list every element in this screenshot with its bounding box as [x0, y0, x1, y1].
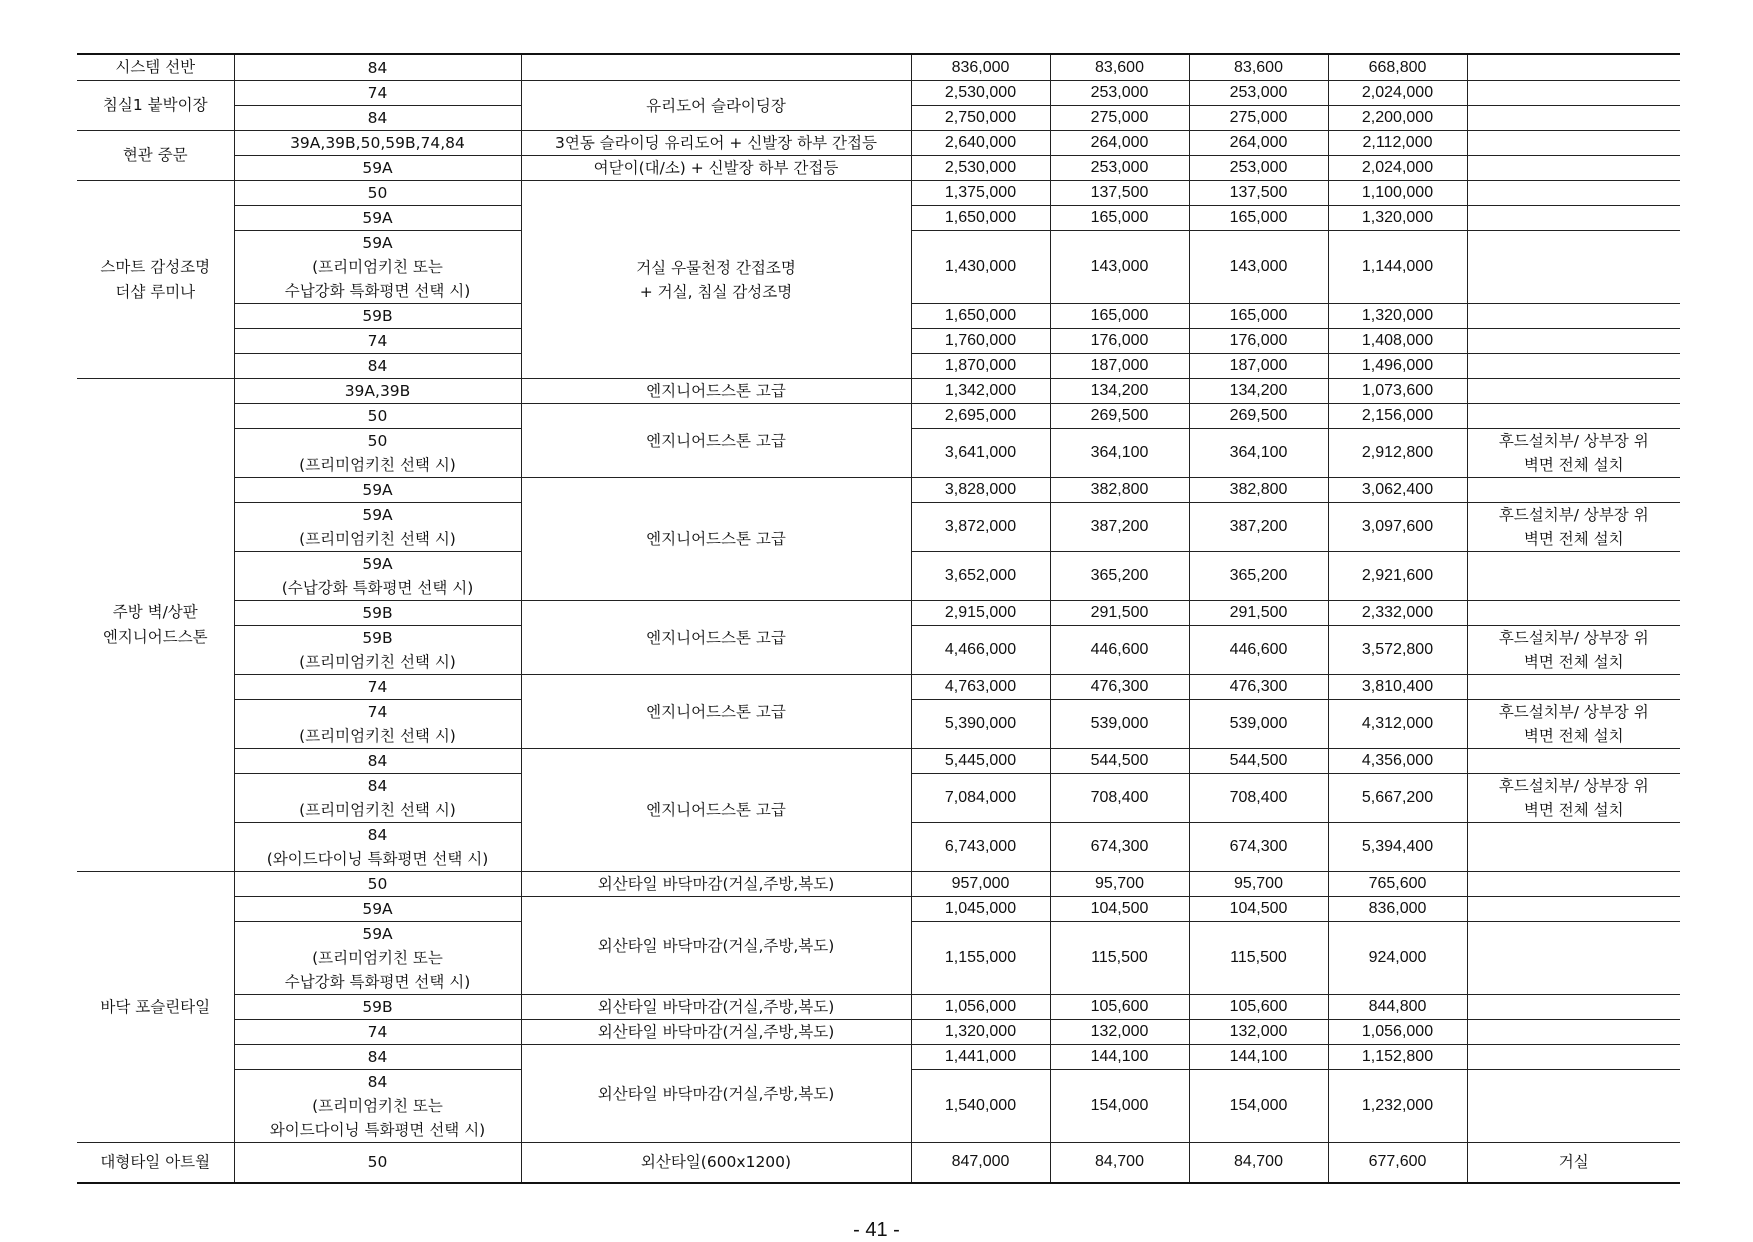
unit-type-cell: 59A (수납강화 특화평면 선택 시) — [234, 552, 521, 601]
unit-type-cell: 59A (프리미엄키친 선택 시) — [234, 503, 521, 552]
price-cell: 154,000 — [1189, 1070, 1328, 1143]
price-cell: 269,500 — [1189, 404, 1328, 429]
price-cell: 539,000 — [1050, 700, 1189, 749]
price-cell: 539,000 — [1189, 700, 1328, 749]
price-cell: 165,000 — [1189, 304, 1328, 329]
price-cell: 275,000 — [1050, 106, 1189, 131]
price-cell: 115,500 — [1050, 922, 1189, 995]
price-cell: 2,112,000 — [1328, 131, 1467, 156]
spec-cell: 엔지니어드스톤 고급 — [521, 478, 911, 601]
unit-type-cell: 39A,39B — [234, 379, 521, 404]
price-cell: 187,000 — [1050, 354, 1189, 379]
table-row — [77, 156, 1680, 181]
unit-type-cell: 84 — [234, 1045, 521, 1070]
unit-type-cell: 84 (와이드다이닝 특화평면 선택 시) — [234, 823, 521, 872]
price-cell: 104,500 — [1050, 897, 1189, 922]
unit-type-cell: 84 (프리미엄키친 또는 와이드다이닝 특화평면 선택 시) — [234, 1070, 521, 1143]
price-cell: 1,152,800 — [1328, 1045, 1467, 1070]
unit-type-cell: 50 — [234, 1143, 521, 1183]
price-cell: 1,496,000 — [1328, 354, 1467, 379]
price-cell: 1,441,000 — [911, 1045, 1050, 1070]
spec-cell: 3연동 슬라이딩 유리도어 + 신발장 하부 간접등 — [521, 131, 911, 156]
remark-cell — [1467, 995, 1680, 1020]
price-cell: 2,640,000 — [911, 131, 1050, 156]
price-cell: 1,650,000 — [911, 206, 1050, 231]
price-cell: 143,000 — [1050, 231, 1189, 304]
price-cell: 144,100 — [1050, 1045, 1189, 1070]
price-cell: 275,000 — [1189, 106, 1328, 131]
spec-cell: 외산타일(600x1200) — [521, 1143, 911, 1183]
remark-cell — [1467, 329, 1680, 354]
price-cell: 1,320,000 — [1328, 206, 1467, 231]
price-cell: 1,045,000 — [911, 897, 1050, 922]
price-cell: 1,320,000 — [1328, 304, 1467, 329]
price-cell: 253,000 — [1189, 81, 1328, 106]
unit-type-cell: 59B (프리미엄키친 선택 시) — [234, 626, 521, 675]
spec-cell: 유리도어 슬라이딩장 — [521, 81, 911, 131]
remark-cell — [1467, 601, 1680, 626]
price-cell: 476,300 — [1050, 675, 1189, 700]
unit-type-cell: 74 — [234, 675, 521, 700]
unit-type-cell: 59A — [234, 478, 521, 503]
price-cell: 2,024,000 — [1328, 81, 1467, 106]
unit-type-cell: 84 — [234, 749, 521, 774]
price-cell: 3,062,400 — [1328, 478, 1467, 503]
remark-cell — [1467, 404, 1680, 429]
price-cell: 1,155,000 — [911, 922, 1050, 995]
price-cell: 1,760,000 — [911, 329, 1050, 354]
price-cell: 137,500 — [1189, 181, 1328, 206]
remark-cell — [1467, 304, 1680, 329]
option-price-table — [77, 53, 1680, 1184]
price-cell: 1,375,000 — [911, 181, 1050, 206]
unit-type-cell: 59B — [234, 601, 521, 626]
price-cell: 7,084,000 — [911, 774, 1050, 823]
spec-cell — [521, 54, 911, 81]
item-name-cell: 바닥 포슬린타일 — [77, 872, 234, 1143]
price-cell: 382,800 — [1189, 478, 1328, 503]
price-cell: 165,000 — [1050, 304, 1189, 329]
price-cell: 132,000 — [1189, 1020, 1328, 1045]
price-cell: 84,700 — [1189, 1143, 1328, 1183]
unit-type-cell: 59B — [234, 304, 521, 329]
table-row — [77, 181, 1680, 206]
item-name-cell: 침실1 붙박이장 — [77, 81, 234, 131]
remark-cell — [1467, 552, 1680, 601]
price-cell: 364,100 — [1050, 429, 1189, 478]
remark-cell — [1467, 131, 1680, 156]
price-cell: 668,800 — [1328, 54, 1467, 81]
remark-cell — [1467, 54, 1680, 81]
price-cell: 176,000 — [1189, 329, 1328, 354]
price-cell: 5,445,000 — [911, 749, 1050, 774]
price-cell: 1,408,000 — [1328, 329, 1467, 354]
price-cell: 4,312,000 — [1328, 700, 1467, 749]
price-cell: 253,000 — [1189, 156, 1328, 181]
price-cell: 1,144,000 — [1328, 231, 1467, 304]
price-cell: 5,667,200 — [1328, 774, 1467, 823]
price-cell: 957,000 — [911, 872, 1050, 897]
remark-cell — [1467, 206, 1680, 231]
table-row — [77, 995, 1680, 1020]
unit-type-cell: 59A (프리미엄키친 또는 수납강화 특화평면 선택 시) — [234, 922, 521, 995]
remark-cell — [1467, 231, 1680, 304]
price-cell: 95,700 — [1050, 872, 1189, 897]
price-cell: 137,500 — [1050, 181, 1189, 206]
spec-cell: 외산타일 바닥마감(거실,주방,복도) — [521, 897, 911, 995]
unit-type-cell: 84 (프리미엄키친 선택 시) — [234, 774, 521, 823]
price-cell: 95,700 — [1189, 872, 1328, 897]
table-row — [77, 81, 1680, 106]
unit-type-cell: 50 — [234, 181, 521, 206]
spec-cell: 외산타일 바닥마감(거실,주방,복도) — [521, 1020, 911, 1045]
price-cell: 2,912,800 — [1328, 429, 1467, 478]
price-cell: 154,000 — [1050, 1070, 1189, 1143]
remark-cell — [1467, 897, 1680, 922]
price-cell: 708,400 — [1189, 774, 1328, 823]
table-row — [77, 478, 1680, 503]
price-cell: 674,300 — [1050, 823, 1189, 872]
price-cell: 1,056,000 — [911, 995, 1050, 1020]
item-name-cell: 대형타일 아트월 — [77, 1143, 234, 1183]
price-cell: 387,200 — [1189, 503, 1328, 552]
remark-cell — [1467, 478, 1680, 503]
remark-cell — [1467, 1020, 1680, 1045]
price-cell: 4,763,000 — [911, 675, 1050, 700]
unit-type-cell: 74 (프리미엄키친 선택 시) — [234, 700, 521, 749]
price-cell: 476,300 — [1189, 675, 1328, 700]
table-row — [77, 749, 1680, 774]
spec-cell: 외산타일 바닥마감(거실,주방,복도) — [521, 995, 911, 1020]
price-cell: 836,000 — [911, 54, 1050, 81]
remark-cell: 후드설치부/ 상부장 위 벽면 전체 설치 — [1467, 429, 1680, 478]
unit-type-cell: 59A — [234, 206, 521, 231]
remark-cell — [1467, 823, 1680, 872]
price-cell: 1,870,000 — [911, 354, 1050, 379]
price-cell: 105,600 — [1189, 995, 1328, 1020]
price-cell: 143,000 — [1189, 231, 1328, 304]
price-cell: 2,921,600 — [1328, 552, 1467, 601]
unit-type-cell: 59B — [234, 995, 521, 1020]
table-row — [77, 131, 1680, 156]
remark-cell: 후드설치부/ 상부장 위 벽면 전체 설치 — [1467, 503, 1680, 552]
price-cell: 3,872,000 — [911, 503, 1050, 552]
price-cell: 264,000 — [1050, 131, 1189, 156]
price-cell: 708,400 — [1050, 774, 1189, 823]
price-cell: 446,600 — [1050, 626, 1189, 675]
price-cell: 1,342,000 — [911, 379, 1050, 404]
remark-cell — [1467, 749, 1680, 774]
table-row — [77, 1045, 1680, 1070]
spec-cell: 엔지니어드스톤 고급 — [521, 675, 911, 749]
price-cell: 84,700 — [1050, 1143, 1189, 1183]
price-cell: 446,600 — [1189, 626, 1328, 675]
price-cell: 674,300 — [1189, 823, 1328, 872]
remark-cell — [1467, 379, 1680, 404]
price-cell: 387,200 — [1050, 503, 1189, 552]
price-cell: 83,600 — [1050, 54, 1189, 81]
unit-type-cell: 74 — [234, 81, 521, 106]
price-cell: 291,500 — [1050, 601, 1189, 626]
price-cell: 844,800 — [1328, 995, 1467, 1020]
remark-cell — [1467, 156, 1680, 181]
spec-cell: 엔지니어드스톤 고급 — [521, 601, 911, 675]
price-cell: 364,100 — [1189, 429, 1328, 478]
price-cell: 264,000 — [1189, 131, 1328, 156]
table-row — [77, 872, 1680, 897]
table-row — [77, 1143, 1680, 1183]
price-cell: 924,000 — [1328, 922, 1467, 995]
unit-type-cell: 50 — [234, 872, 521, 897]
remark-cell — [1467, 675, 1680, 700]
remark-cell — [1467, 1070, 1680, 1143]
price-cell: 677,600 — [1328, 1143, 1467, 1183]
price-cell: 3,572,800 — [1328, 626, 1467, 675]
table-row — [77, 404, 1680, 429]
price-cell: 187,000 — [1189, 354, 1328, 379]
remark-cell — [1467, 872, 1680, 897]
price-cell: 3,097,600 — [1328, 503, 1467, 552]
remark-cell — [1467, 354, 1680, 379]
price-cell: 1,540,000 — [911, 1070, 1050, 1143]
table-row — [77, 601, 1680, 626]
remark-cell: 거실 — [1467, 1143, 1680, 1183]
price-cell: 1,073,600 — [1328, 379, 1467, 404]
spec-cell: 거실 우물천정 간접조명 + 거실, 침실 감성조명 — [521, 181, 911, 379]
price-cell: 5,394,400 — [1328, 823, 1467, 872]
price-cell: 1,320,000 — [911, 1020, 1050, 1045]
price-cell: 165,000 — [1050, 206, 1189, 231]
price-cell: 544,500 — [1050, 749, 1189, 774]
price-cell: 4,356,000 — [1328, 749, 1467, 774]
unit-type-cell: 59A — [234, 897, 521, 922]
spec-cell: 외산타일 바닥마감(거실,주방,복도) — [521, 1045, 911, 1143]
table-row — [77, 675, 1680, 700]
price-cell: 291,500 — [1189, 601, 1328, 626]
price-cell: 836,000 — [1328, 897, 1467, 922]
price-cell: 3,641,000 — [911, 429, 1050, 478]
price-cell: 104,500 — [1189, 897, 1328, 922]
unit-type-cell: 74 — [234, 329, 521, 354]
price-cell: 382,800 — [1050, 478, 1189, 503]
price-cell: 3,652,000 — [911, 552, 1050, 601]
price-cell: 2,200,000 — [1328, 106, 1467, 131]
unit-type-cell: 50 — [234, 404, 521, 429]
page-number: - 41 - — [853, 1219, 900, 1241]
remark-cell: 후드설치부/ 상부장 위 벽면 전체 설치 — [1467, 700, 1680, 749]
price-cell: 83,600 — [1189, 54, 1328, 81]
table-row — [77, 1020, 1680, 1045]
price-cell: 2,695,000 — [911, 404, 1050, 429]
price-cell: 2,332,000 — [1328, 601, 1467, 626]
price-cell: 2,530,000 — [911, 81, 1050, 106]
remark-cell — [1467, 81, 1680, 106]
price-cell: 6,743,000 — [911, 823, 1050, 872]
price-cell: 365,200 — [1189, 552, 1328, 601]
price-cell: 3,828,000 — [911, 478, 1050, 503]
price-cell: 1,650,000 — [911, 304, 1050, 329]
price-cell: 115,500 — [1189, 922, 1328, 995]
item-name-cell: 스마트 감성조명 더샵 루미나 — [77, 181, 234, 379]
price-cell: 847,000 — [911, 1143, 1050, 1183]
price-cell: 105,600 — [1050, 995, 1189, 1020]
price-cell: 4,466,000 — [911, 626, 1050, 675]
price-cell: 144,100 — [1189, 1045, 1328, 1070]
price-cell: 269,500 — [1050, 404, 1189, 429]
item-name-cell: 주방 벽/상판 엔지니어드스톤 — [77, 379, 234, 872]
price-cell: 2,024,000 — [1328, 156, 1467, 181]
price-cell: 544,500 — [1189, 749, 1328, 774]
table-row — [77, 379, 1680, 404]
spec-cell: 엔지니어드스톤 고급 — [521, 749, 911, 872]
unit-type-cell: 84 — [234, 54, 521, 81]
price-cell: 2,915,000 — [911, 601, 1050, 626]
unit-type-cell: 74 — [234, 1020, 521, 1045]
unit-type-cell: 84 — [234, 106, 521, 131]
price-cell: 132,000 — [1050, 1020, 1189, 1045]
price-cell: 1,100,000 — [1328, 181, 1467, 206]
unit-type-cell: 39A,39B,50,59B,74,84 — [234, 131, 521, 156]
unit-type-cell: 59A — [234, 156, 521, 181]
price-cell: 2,750,000 — [911, 106, 1050, 131]
remark-cell — [1467, 922, 1680, 995]
remark-cell — [1467, 106, 1680, 131]
spec-cell: 외산타일 바닥마감(거실,주방,복도) — [521, 872, 911, 897]
price-cell: 134,200 — [1189, 379, 1328, 404]
table-row — [77, 897, 1680, 922]
price-cell: 3,810,400 — [1328, 675, 1467, 700]
spec-cell: 여닫이(대/소) + 신발장 하부 간접등 — [521, 156, 911, 181]
price-cell: 5,390,000 — [911, 700, 1050, 749]
price-cell: 1,056,000 — [1328, 1020, 1467, 1045]
item-name-cell: 현관 중문 — [77, 131, 234, 181]
unit-type-cell: 50 (프리미엄키친 선택 시) — [234, 429, 521, 478]
price-cell: 765,600 — [1328, 872, 1467, 897]
price-cell: 165,000 — [1189, 206, 1328, 231]
price-cell: 2,156,000 — [1328, 404, 1467, 429]
price-cell: 1,430,000 — [911, 231, 1050, 304]
spec-cell: 엔지니어드스톤 고급 — [521, 379, 911, 404]
price-cell: 365,200 — [1050, 552, 1189, 601]
price-cell: 253,000 — [1050, 156, 1189, 181]
spec-cell: 엔지니어드스톤 고급 — [521, 404, 911, 478]
price-cell: 1,232,000 — [1328, 1070, 1467, 1143]
price-cell: 253,000 — [1050, 81, 1189, 106]
remark-cell — [1467, 181, 1680, 206]
remark-cell — [1467, 1045, 1680, 1070]
unit-type-cell: 59A (프리미엄키친 또는 수납강화 특화평면 선택 시) — [234, 231, 521, 304]
table-row — [77, 54, 1680, 81]
remark-cell: 후드설치부/ 상부장 위 벽면 전체 설치 — [1467, 626, 1680, 675]
remark-cell: 후드설치부/ 상부장 위 벽면 전체 설치 — [1467, 774, 1680, 823]
price-cell: 176,000 — [1050, 329, 1189, 354]
item-name-cell: 시스템 선반 — [77, 54, 234, 81]
price-cell: 2,530,000 — [911, 156, 1050, 181]
unit-type-cell: 84 — [234, 354, 521, 379]
price-cell: 134,200 — [1050, 379, 1189, 404]
